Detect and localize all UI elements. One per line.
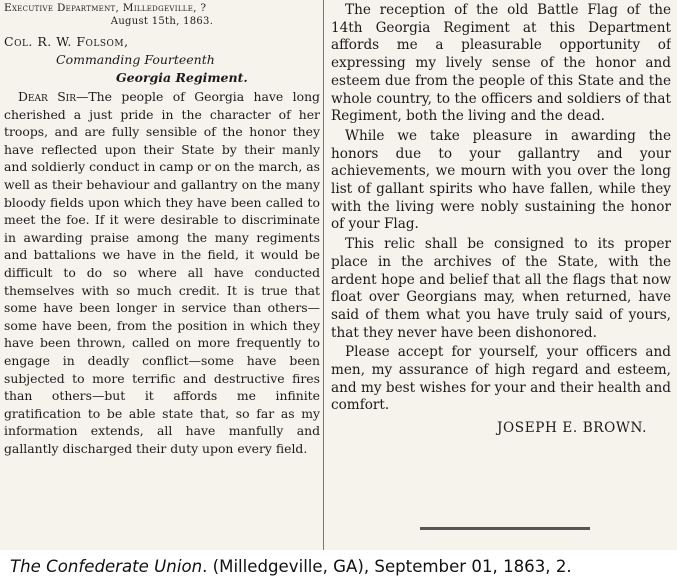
addressee-block bbox=[4, 33, 320, 87]
addressee-name: Col. R. W. Folsom, bbox=[4, 34, 129, 49]
dear-sir-opening: Dear Sir bbox=[18, 89, 77, 104]
signature: JOSEPH E. BROWN. bbox=[496, 420, 647, 437]
publication-title: The Confederate Union bbox=[10, 557, 203, 576]
opening-paragraph-text: —The people of Georgia have long cherished a just pride in the character of her troops, and are fully sensible of the honor they have reflected upon their State by their manly and soldierly conduct in camp or on the march, as well as their behaviour and gallantry on the many bloody fields upon which they have been called to meet the foe. If it were desirable to discriminate in awarding praise among the many regiments and battalions we have in the field, it would be difficult to do so where all have conducted themselves with so much credit. It is true that some have been longer in service than others—some have been, from the position in which they have been thrown, called on more frequently to engage in deadly conflict—some have been subjected to more terrific and destructive fires than others—but it affords me infinite gratification to be able state that, so far as my information extends, all have manfully and gallantly discharged their duty upon every field. bbox=[4, 89, 320, 456]
signature-rule bbox=[420, 527, 590, 530]
paragraph-flag-reception: The reception of the old Battle Flag of the 14th Georgia Regiment at this Department affords me a pleasurable opportunity of expressing my lively sense of the honor and esteem due from the people of this State and the whole country, to the officers and soldiers of that Regiment, both the living and the dead. bbox=[331, 2, 671, 125]
source-caption bbox=[10, 556, 572, 578]
header-date-line: August 15th, 1863. bbox=[110, 16, 214, 27]
column-divider bbox=[323, 0, 324, 550]
right-column bbox=[331, 2, 671, 437]
addressee-title-line1: Commanding Fourteenth bbox=[56, 52, 215, 67]
letter-header bbox=[4, 2, 320, 28]
header-department-line: Executive Department, Milledgeville, ? bbox=[4, 2, 207, 14]
paragraph-gallantry: While we take pleasure in awarding the honors due to your gallantry and your achievements, we mourn with you over the long list of gallant spirits who have fallen, while they with the living were nobly sustaining the honor of your Flag. bbox=[331, 127, 671, 233]
paragraph-relic: This relic shall be consigned to its proper place in the archives of the State, with the ardent hope and belief that all the flags that now float over Georgians may, when returned, have said of them what you have truly said of yours, that they never have been dishonored. bbox=[331, 236, 671, 341]
addressee-title-line2: Georgia Regiment. bbox=[116, 70, 248, 85]
left-column bbox=[4, 2, 320, 457]
paragraph-closing: Please accept for yourself, your officers and men, my assurance of high regard and esteem, and my best wishes for your and their health and comfort. bbox=[331, 344, 671, 414]
letter-opening-paragraph bbox=[4, 88, 320, 457]
publication-details: . (Milledgeville, GA), September 01, 1863, 2. bbox=[202, 557, 572, 576]
